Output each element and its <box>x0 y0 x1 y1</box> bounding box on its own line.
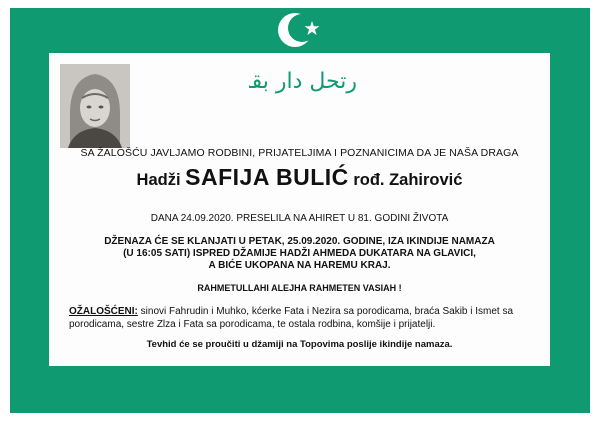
mourners-text: sinovi Fahrudin i Muhko, kćerke Fata i Nezira sa porodicama, braća Sakib i Ismet sa porodicama, sestre Zlza i Fata sa porodicama, te ostala rodbina, komšije i prijatelji. <box>69 306 514 330</box>
notice-paper <box>49 53 550 366</box>
funeral-line-1: DŽENAZA ĆE SE KLANJATI U PETAK, 25.09.2020. GODINE, IZA IKINDIJE NAMAZA <box>104 236 495 247</box>
intro-text: SA ŽALOŠĆU JAVLJAMO RODBINI, PRIJATELJIMA I POZNANICIMA DA JE NAŠA DRAGA <box>80 147 519 159</box>
name-prefix: Hadži <box>136 171 181 189</box>
crescent-star-icon <box>274 9 326 51</box>
death-date-line: DANA 24.09.2020. PRESELILA NA AHIRET U 81. GODINI ŽIVOTA <box>150 213 449 224</box>
funeral-line-2: (U 16:05 SATI) ISPRED DŽAMIJE HADŽI AHMEDA DUKATARA NA GLAVICI, <box>123 248 476 259</box>
portrait-photo <box>60 64 130 148</box>
calligraphy-text: ارتحل دار بقا <box>249 69 359 94</box>
maiden-name: rođ. Zahirović <box>353 171 463 189</box>
arabic-calligraphy-text <box>249 61 359 101</box>
funeral-line-3: A BIĆE UKOPANA NA HAREMU KRAJ. <box>208 260 391 271</box>
mourners-paragraph <box>69 306 539 331</box>
tevhid-line: Tevhid će se proučiti u džamiji na Topovima poslije ikindije namaza. <box>146 339 453 350</box>
mourners-label: OŽALOŠĆENI: <box>69 306 138 317</box>
prayer-line: RAHMETULLAHI ALEJHA RAHMETEN VASIAH ! <box>197 283 402 293</box>
deceased-name <box>49 165 550 190</box>
funeral-details <box>89 236 510 272</box>
name-main: SAFIJA BULIĆ <box>185 164 349 190</box>
